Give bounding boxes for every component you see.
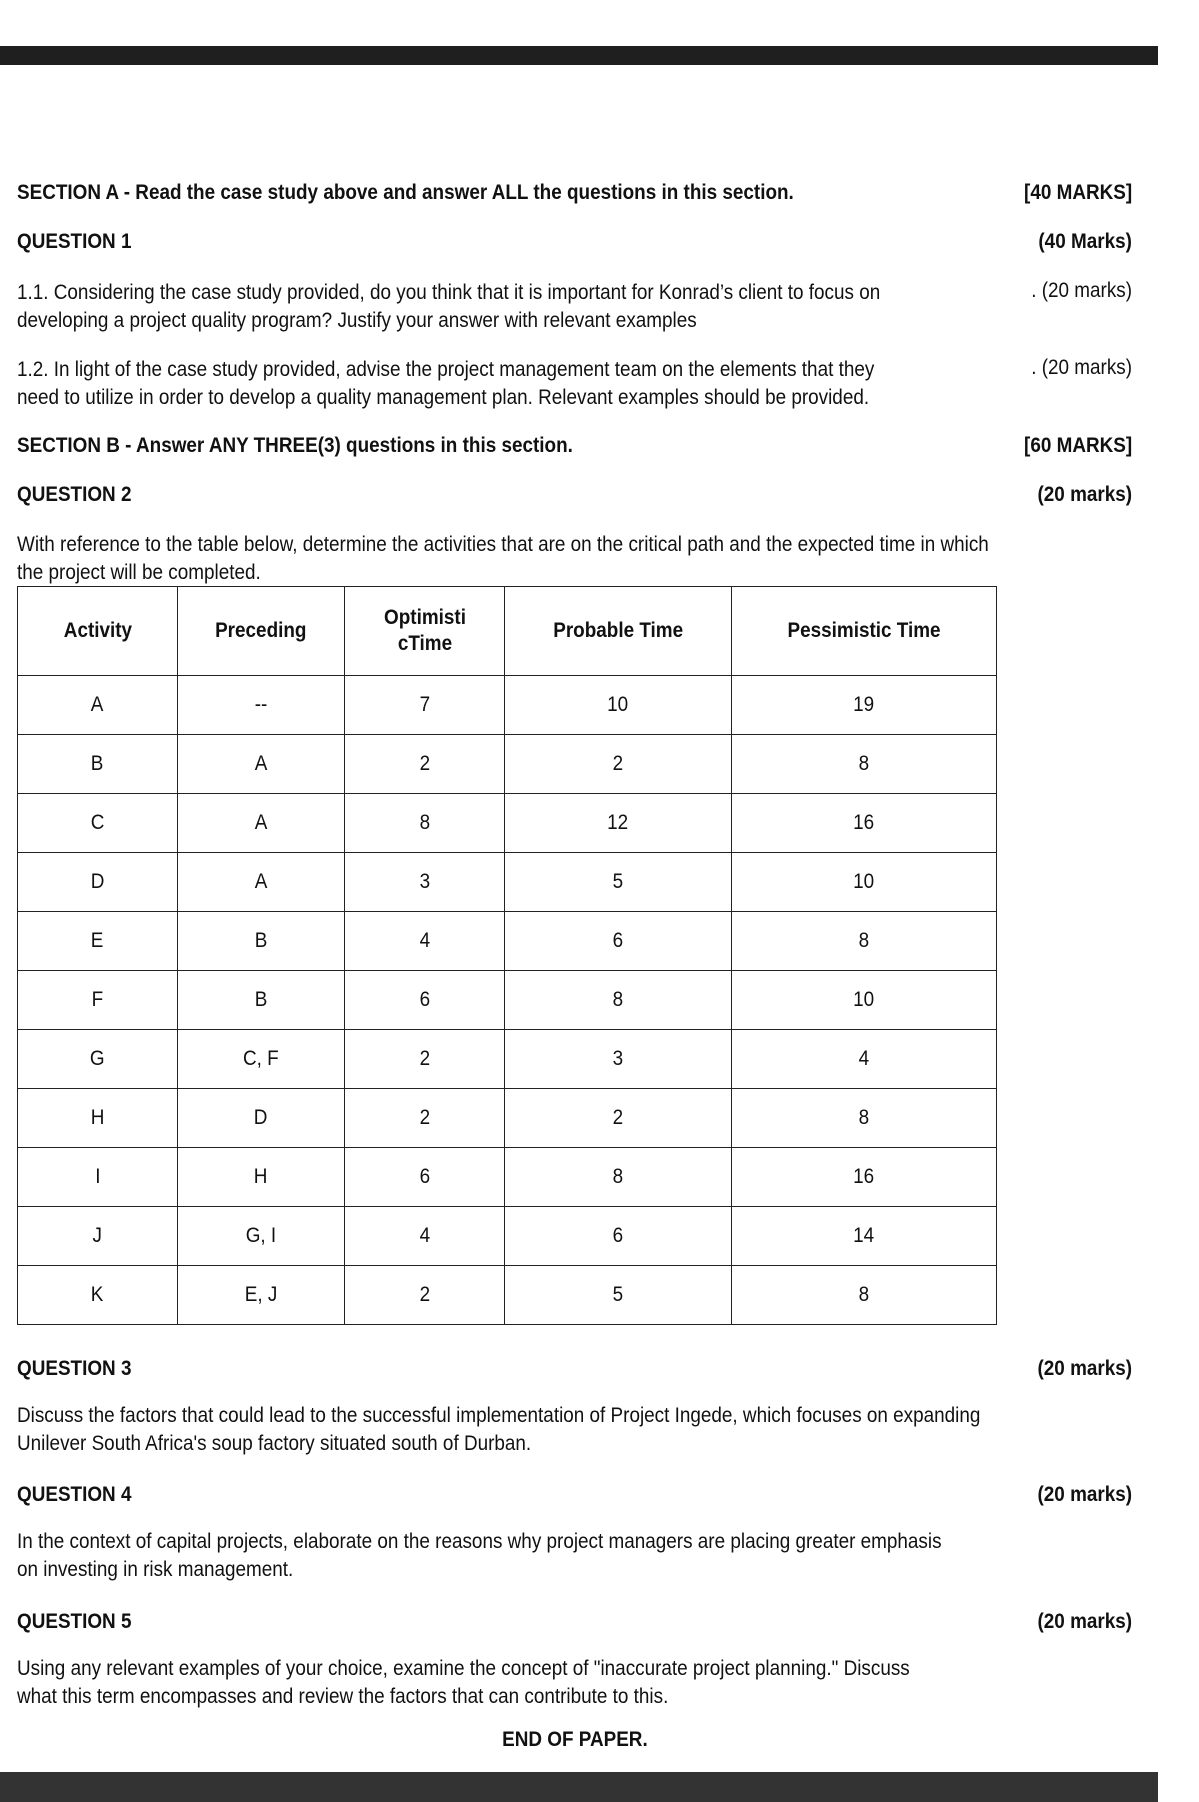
cell-activity: A: [18, 676, 178, 735]
cell-optimistic-time: 2: [345, 1030, 505, 1089]
cell-optimistic-time: 6: [345, 971, 505, 1030]
question-5-marks: (20 marks): [1037, 1610, 1132, 1633]
question-3-header: [17, 1357, 1132, 1381]
cell-activity: G: [18, 1030, 178, 1089]
question-3-title: QUESTION 3: [17, 1357, 132, 1380]
cell-probable-time: 8: [505, 971, 732, 1030]
cell-activity: E: [18, 912, 178, 971]
question-2-header: [17, 483, 1132, 507]
cell-probable-time: 8: [505, 1148, 732, 1207]
cell-optimistic-time: 2: [345, 1266, 505, 1325]
cell-pessimistic-time: 10: [732, 971, 997, 1030]
cell-probable-time: 6: [505, 1207, 732, 1266]
cell-preceding: A: [178, 735, 345, 794]
table-row: [18, 794, 997, 853]
cell-pessimistic-time: 16: [732, 794, 997, 853]
table-row: [18, 971, 997, 1030]
header-activity: Activity: [18, 587, 178, 676]
bottom-dark-bar: [0, 1772, 1158, 1802]
cell-activity: I: [18, 1148, 178, 1207]
cell-pessimistic-time: 10: [732, 853, 997, 912]
cell-preceding: A: [178, 853, 345, 912]
cell-optimistic-time: 8: [345, 794, 505, 853]
section-a-header: [17, 181, 1132, 205]
question-2-title: QUESTION 2: [17, 483, 132, 506]
question-4-text: In the context of capital projects, elaborate on the reasons why project managers are placing greater emphasis on investing in risk management.: [17, 1530, 942, 1581]
question-5-text: Using any relevant examples of your choice, examine the concept of "inaccurate project planning." Discuss what this term encompasses and review the factors that can contribute to this.: [17, 1657, 910, 1708]
question-5-header: [17, 1610, 1132, 1634]
question-1-1-marks: . (20 marks): [1031, 279, 1132, 302]
table-row: [18, 1030, 997, 1089]
question-3-marks: (20 marks): [1037, 1357, 1132, 1380]
cell-pessimistic-time: 8: [732, 1266, 997, 1325]
header-preceding: Preceding: [178, 587, 345, 676]
cell-activity: B: [18, 735, 178, 794]
question-3-text: Discuss the factors that could lead to the successful implementation of Project Ingede, which focuses on expanding Unilever South Africa's soup factory situated south of Durban.: [17, 1404, 981, 1455]
cell-pessimistic-time: 4: [732, 1030, 997, 1089]
question-1-marks: (40 Marks): [1038, 230, 1132, 253]
table-row: [18, 1089, 997, 1148]
table-row: [18, 1207, 997, 1266]
question-4-title: QUESTION 4: [17, 1483, 132, 1506]
cell-preceding: B: [178, 912, 345, 971]
top-dark-bar: [0, 46, 1158, 65]
cell-probable-time: 2: [505, 1089, 732, 1148]
table-row: [18, 853, 997, 912]
question-5-body: [17, 1655, 1132, 1711]
cell-probable-time: 6: [505, 912, 732, 971]
header-optimistic-time: Optimisti cTime: [345, 587, 505, 676]
cell-activity: F: [18, 971, 178, 1030]
question-2-body: [17, 531, 1132, 587]
question-4-body: [17, 1528, 1132, 1584]
question-4-marks: (20 marks): [1037, 1483, 1132, 1506]
cell-pessimistic-time: 19: [732, 676, 997, 735]
section-a-marks: [40 MARKS]: [1023, 181, 1132, 204]
cell-probable-time: 3: [505, 1030, 732, 1089]
cell-activity: H: [18, 1089, 178, 1148]
header-probable-time: Probable Time: [505, 587, 732, 676]
cell-preceding: B: [178, 971, 345, 1030]
cell-preceding: E, J: [178, 1266, 345, 1325]
cell-pessimistic-time: 16: [732, 1148, 997, 1207]
section-b-marks: [60 MARKS]: [1023, 434, 1132, 457]
section-a-title: SECTION A - Read the case study above and answer ALL the questions in this section.: [17, 181, 794, 204]
question-5-title: QUESTION 5: [17, 1610, 132, 1633]
section-b-title: SECTION B - Answer ANY THREE(3) questions in this section.: [17, 434, 573, 457]
cell-activity: K: [18, 1266, 178, 1325]
cell-pessimistic-time: 14: [732, 1207, 997, 1266]
cell-optimistic-time: 7: [345, 676, 505, 735]
cell-preceding: G, I: [178, 1207, 345, 1266]
cell-optimistic-time: 4: [345, 1207, 505, 1266]
cell-probable-time: 10: [505, 676, 732, 735]
table-row: [18, 1266, 997, 1325]
question-1-title: QUESTION 1: [17, 230, 132, 253]
question-2-marks: (20 marks): [1037, 483, 1132, 506]
cell-probable-time: 12: [505, 794, 732, 853]
cell-optimistic-time: 2: [345, 1089, 505, 1148]
cell-activity: C: [18, 794, 178, 853]
question-1-2: [17, 356, 1132, 412]
cell-activity: J: [18, 1207, 178, 1266]
question-1-header: [17, 230, 1132, 254]
question-1-2-text: 1.2. In light of the case study provided, advise the project management team on the elements that they need to utilize in order to develop a quality management plan. Relevant examples should be provided.: [17, 358, 875, 409]
activity-table: [17, 586, 997, 1325]
cell-preceding: A: [178, 794, 345, 853]
table-row: [18, 1148, 997, 1207]
header-pessimistic-time: Pessimistic Time: [732, 587, 997, 676]
end-of-paper: END OF PAPER.: [502, 1728, 648, 1751]
cell-optimistic-time: 6: [345, 1148, 505, 1207]
table-row: [18, 912, 997, 971]
cell-pessimistic-time: 8: [732, 912, 997, 971]
question-4-header: [17, 1483, 1132, 1507]
cell-preceding: D: [178, 1089, 345, 1148]
question-2-text: With reference to the table below, determine the activities that are on the critical path and the expected time in which the project will be completed.: [17, 533, 989, 584]
table-row: [18, 676, 997, 735]
question-3-body: [17, 1402, 1132, 1458]
cell-pessimistic-time: 8: [732, 735, 997, 794]
section-b-header: [17, 434, 1132, 458]
cell-preceding: H: [178, 1148, 345, 1207]
cell-probable-time: 5: [505, 1266, 732, 1325]
cell-probable-time: 5: [505, 853, 732, 912]
question-1-1-text: 1.1. Considering the case study provided, do you think that it is important for Konrad’s client to focus on developing a project quality program? Justify your answer with relevant examples: [17, 281, 881, 332]
cell-optimistic-time: 4: [345, 912, 505, 971]
question-1-2-marks: . (20 marks): [1031, 356, 1132, 379]
cell-optimistic-time: 3: [345, 853, 505, 912]
cell-preceding: --: [178, 676, 345, 735]
cell-activity: D: [18, 853, 178, 912]
cell-preceding: C, F: [178, 1030, 345, 1089]
cell-pessimistic-time: 8: [732, 1089, 997, 1148]
table-row: [18, 735, 997, 794]
table-header-row: [18, 587, 997, 676]
cell-optimistic-time: 2: [345, 735, 505, 794]
cell-probable-time: 2: [505, 735, 732, 794]
question-1-1: [17, 279, 1132, 335]
